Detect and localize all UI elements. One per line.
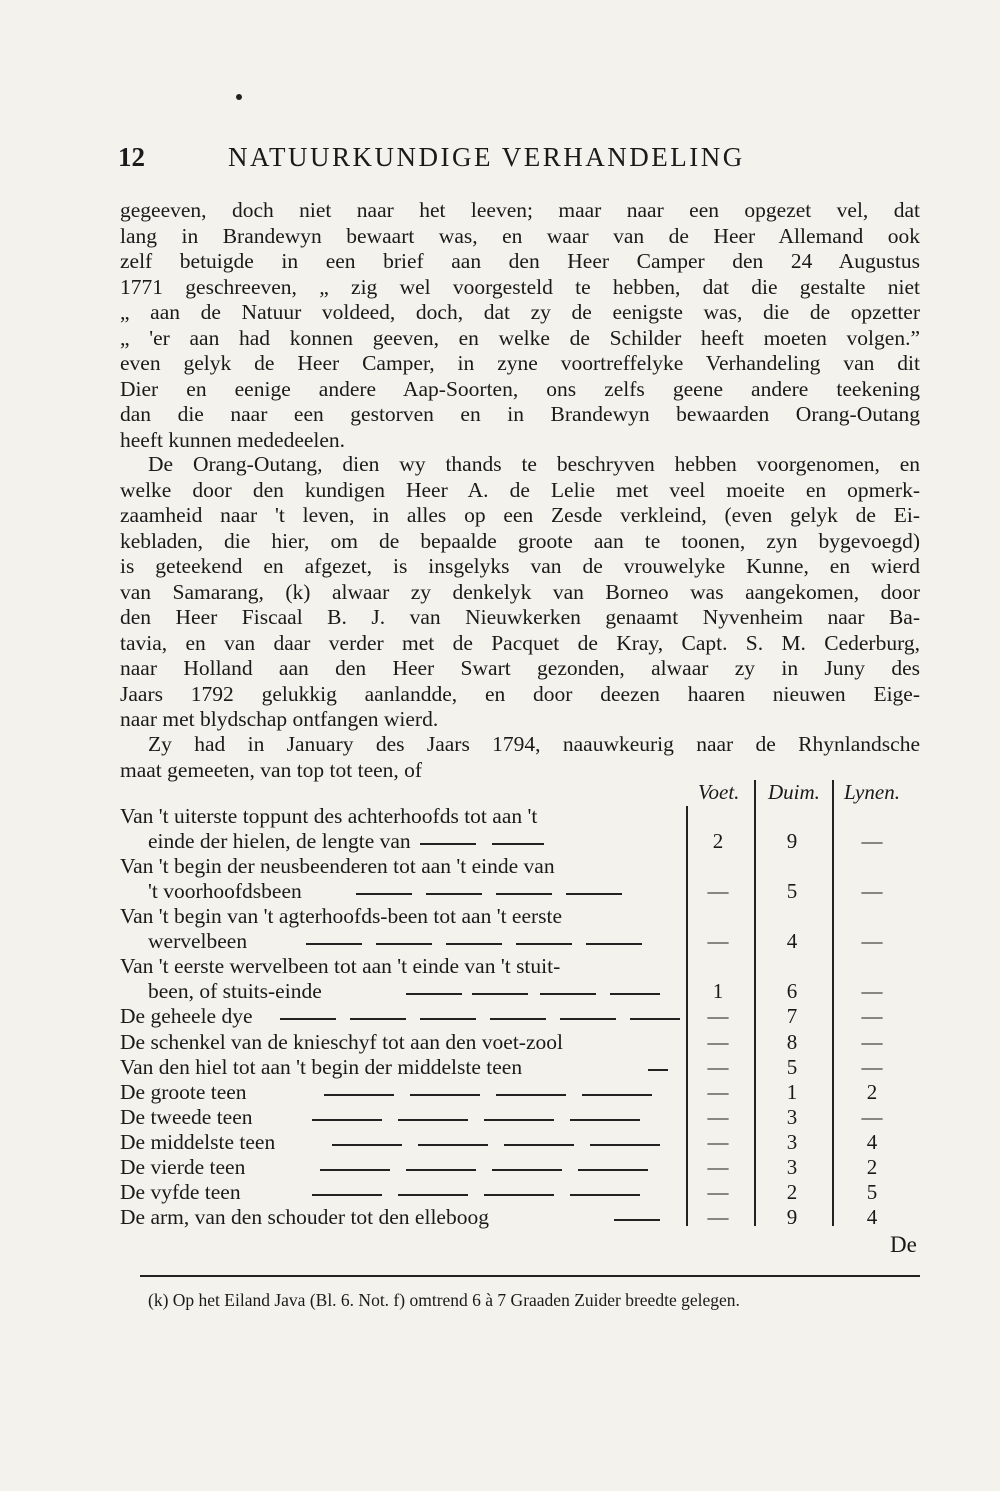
cell-duim: 5 <box>786 879 798 903</box>
cell-lynen: 4 <box>866 1130 878 1154</box>
row-label: De arm, van den schouder tot den elleboog <box>120 1205 489 1229</box>
text-line: van Samarang, (k) alwaar zy denkelyk van Borneo was aangekomen, door <box>120 579 920 604</box>
leader-dash <box>578 1169 648 1171</box>
table-row <box>120 904 930 954</box>
leader-dash <box>614 1219 660 1221</box>
cell-lynen: — <box>861 1105 883 1129</box>
leader-dash <box>490 1018 546 1020</box>
measurement-table <box>120 780 930 1250</box>
cell-duim: 9 <box>786 1205 798 1229</box>
row-label: De groote teen <box>120 1080 247 1104</box>
cell-voet: 1 <box>712 979 724 1003</box>
table-row <box>120 1130 930 1155</box>
cell-lynen: — <box>861 1004 883 1028</box>
text-line: tavia, en van daar verder met de Pacquet de Kray, Capt. S. M. Cederburg, <box>120 630 920 655</box>
ink-dot <box>236 94 242 100</box>
table-row <box>120 854 930 904</box>
table-row <box>120 1155 930 1180</box>
text-line: Jaars 1792 gelukkig aanlandde, en door deezen haaren nieuwen Eige- <box>120 681 920 706</box>
table-row <box>120 1055 930 1080</box>
leader-dash <box>504 1144 574 1146</box>
text-line: lang in Brandewyn bewaart was, en waar van de Heer Allemand ook <box>120 223 920 248</box>
leader-dash <box>496 1094 566 1096</box>
column-header-lynen: Lynen. <box>844 780 900 804</box>
leader-dash <box>376 943 432 945</box>
leader-dash <box>472 993 528 995</box>
leader-dash <box>324 1094 394 1096</box>
leader-dash <box>586 943 642 945</box>
row-label-continued: einde der hielen, de lengte van <box>148 829 411 853</box>
table-row <box>120 954 930 1004</box>
row-label: De vierde teen <box>120 1155 246 1179</box>
leader-dash <box>560 1018 616 1020</box>
text-line: zaamheid naar 't leven, in alles op een Zesde verkleind, (even gelyk de Ei- <box>120 503 920 527</box>
leader-dash <box>610 993 660 995</box>
leader-dash <box>280 1018 336 1020</box>
cell-voet: — <box>707 1205 729 1229</box>
cell-duim: 3 <box>786 1155 798 1179</box>
leader-dash <box>410 1094 480 1096</box>
leader-dash <box>398 1119 468 1121</box>
cell-lynen: — <box>861 929 883 953</box>
catchword: De <box>890 1232 917 1257</box>
table-row <box>120 1205 930 1230</box>
row-label: De vyfde teen <box>120 1180 241 1204</box>
row-label: Van 't eerste wervelbeen tot aan 't einde van 't stuit- <box>120 954 561 978</box>
cell-voet: 2 <box>712 829 724 853</box>
leader-dash <box>590 1144 660 1146</box>
leader-dash <box>484 1194 554 1196</box>
leader-dash <box>312 1194 382 1196</box>
leader-dash <box>630 1018 680 1020</box>
row-label: Van den hiel tot aan 't begin der middelste teen <box>120 1055 523 1079</box>
leader-dash <box>306 943 362 945</box>
row-label: De tweede teen <box>120 1105 253 1129</box>
footnote-rule <box>140 1275 920 1277</box>
cell-lynen: 2 <box>866 1155 878 1179</box>
text-line: Zy had in January des Jaars 1794, naauwkeurig naar de Rhynlandsche <box>148 732 920 756</box>
cell-voet: — <box>707 1030 729 1054</box>
paragraph-2 <box>120 452 920 733</box>
leader-dash <box>582 1094 652 1096</box>
text-line: zelf betuigde in een brief aan den Heer Camper den 24 Augustus <box>120 249 920 273</box>
paragraph-1 <box>120 198 920 453</box>
text-line: heeft kunnen mededeelen. <box>120 427 346 452</box>
row-label: De schenkel van de knieschyf tot aan den voet-zool <box>120 1030 563 1054</box>
cell-duim: 4 <box>786 929 798 953</box>
table-row <box>120 804 930 854</box>
column-header-voet: Voet. <box>698 780 740 804</box>
leader-dash <box>426 893 482 895</box>
leader-dash <box>398 1194 468 1196</box>
leader-dash <box>570 1119 640 1121</box>
cell-duim: 5 <box>786 1055 798 1079</box>
paragraph-3 <box>120 732 920 783</box>
row-label-continued: been, of stuits-einde <box>148 979 322 1003</box>
leader-dash <box>418 1144 488 1146</box>
cell-duim: 9 <box>786 829 798 853</box>
cell-lynen: — <box>861 829 883 853</box>
leader-dash <box>446 943 502 945</box>
text-line: Dier en eenige andere Aap-Soorten, ons zelfs geene andere teekening <box>120 376 920 401</box>
cell-lynen: — <box>861 1030 883 1054</box>
cell-duim: 2 <box>786 1180 798 1204</box>
running-title: NATUURKUNDIGE VERHANDELING <box>228 142 745 172</box>
cell-voet: — <box>707 1155 729 1179</box>
leader-dash <box>496 893 552 895</box>
row-label: Van 't begin der neusbeenderen tot aan 't einde van <box>120 854 555 878</box>
cell-voet: — <box>707 1105 729 1129</box>
column-header-duim: Duim. <box>768 780 820 804</box>
table-row <box>120 1004 930 1029</box>
cell-voet: — <box>707 1055 729 1079</box>
cell-voet: — <box>707 1130 729 1154</box>
cell-voet: — <box>707 1180 729 1204</box>
leader-dash <box>516 943 572 945</box>
row-label: De geheele dye <box>120 1004 253 1028</box>
row-label-continued: 't voorhoofdsbeen <box>148 879 302 903</box>
text-line: naar Holland aan den Heer Swart gezonden, alwaar zy in Juny des <box>120 656 920 680</box>
text-line: den Heer Fiscaal B. J. van Nieuwkerken genaamt Nyvenheim naar Ba- <box>120 605 920 629</box>
leader-dash <box>406 993 462 995</box>
leader-dash <box>484 1119 554 1121</box>
cell-voet: — <box>707 879 729 903</box>
leader-dash <box>332 1144 402 1146</box>
cell-lynen: — <box>861 1055 883 1079</box>
leader-dash <box>492 843 544 845</box>
text-line: De Orang-Outang, dien wy thands te beschryven hebben voorgenomen, en <box>148 452 920 476</box>
leader-dash <box>540 993 596 995</box>
table-row <box>120 1180 930 1205</box>
cell-lynen: — <box>861 879 883 903</box>
cell-lynen: 5 <box>866 1180 878 1204</box>
row-label: Van 't begin van 't agterhoofds-been tot aan 't eerste <box>120 904 563 928</box>
cell-duim: 3 <box>786 1130 798 1154</box>
leader-dash <box>312 1119 382 1121</box>
text-line: „ aan de Natuur voldeed, doch, dat zy de eenigste was, die de opzetter <box>120 300 920 324</box>
page-header <box>118 142 818 178</box>
cell-voet: — <box>707 1004 729 1028</box>
cell-duim: 6 <box>786 979 798 1003</box>
text-line: maat gemeeten, van top tot teen, of <box>120 757 423 782</box>
text-line: even gelyk de Heer Camper, in zyne voortreffelyke Verhandeling van dit <box>120 351 920 375</box>
text-line: is geteekend en afgezet, is insgelyks van de vrouwelyke Kunne, en wierd <box>120 554 920 578</box>
page-number: 12 <box>118 142 145 172</box>
cell-voet: — <box>707 929 729 953</box>
footnote: (k) Op het Eiland Java (Bl. 6. Not. f) omtrend 6 à 7 Graaden Zuider breedte gelegen. <box>148 1290 740 1310</box>
leader-dash <box>420 843 476 845</box>
leader-dash <box>350 1018 406 1020</box>
text-line: „ 'er aan had konnen geeven, en welke de Schilder heeft moeten volgen.” <box>120 325 920 350</box>
table-row <box>120 1105 930 1130</box>
row-label: De middelste teen <box>120 1130 276 1154</box>
cell-duim: 7 <box>786 1004 798 1028</box>
leader-dash <box>566 893 622 895</box>
leader-dash <box>356 893 412 895</box>
cell-duim: 3 <box>786 1105 798 1129</box>
text-line: 1771 geschreeven, „ zig wel voorgesteld te hebben, dat die gestalte niet <box>120 274 920 299</box>
leader-dash <box>320 1169 390 1171</box>
text-line: kebladen, die hier, om de bepaalde groote aan te toonen, zyn bygevoegd) <box>120 528 920 553</box>
row-label: Van 't uiterste toppunt des achterhoofds tot aan 't <box>120 804 538 828</box>
cell-lynen: — <box>861 979 883 1003</box>
text-line: gegeeven, doch niet naar het leeven; maar naar een opgezet vel, dat <box>120 198 920 222</box>
text-line: welke door den kundigen Heer A. de Lelie met veel moeite en opmerk- <box>120 477 920 502</box>
cell-duim: 8 <box>786 1030 798 1054</box>
cell-lynen: 2 <box>866 1080 878 1104</box>
leader-dash <box>648 1069 668 1071</box>
cell-duim: 1 <box>786 1080 798 1104</box>
leader-dash <box>492 1169 562 1171</box>
row-label-continued: wervelbeen <box>148 929 248 953</box>
leader-dash <box>406 1169 476 1171</box>
text-line: dan die naar een gestorven en in Brandewyn bewaarden Orang-Outang <box>120 402 920 426</box>
table-row <box>120 1030 930 1055</box>
cell-voet: — <box>707 1080 729 1104</box>
text-line: naar met blydschap ontfangen wierd. <box>120 707 439 731</box>
leader-dash <box>570 1194 640 1196</box>
cell-lynen: 4 <box>866 1205 878 1229</box>
leader-dash <box>420 1018 476 1020</box>
table-row <box>120 1080 930 1105</box>
